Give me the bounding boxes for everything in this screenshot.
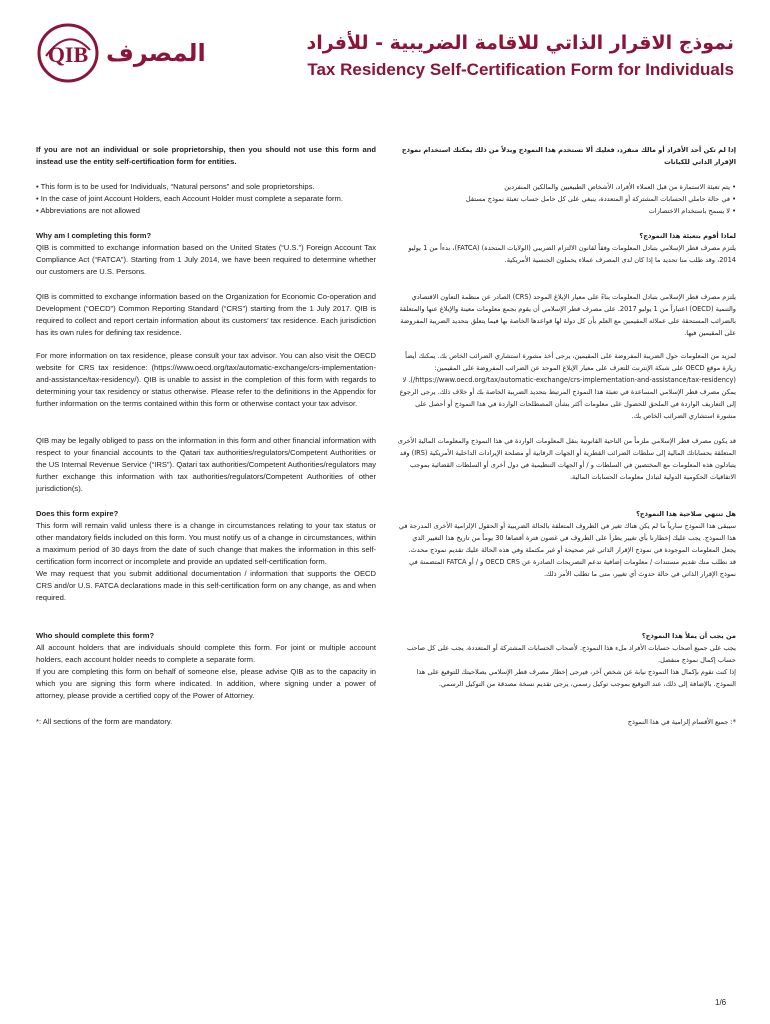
ar-bullet: • لا يسمح باستخدام الاختصارات — [648, 207, 736, 215]
en-bullet-list — [36, 181, 376, 217]
qib-logo-mark-icon — [36, 22, 100, 84]
en-bullet: • This form is to be used for Individuals, “Natural persons” and sole proprietorships. — [36, 182, 315, 191]
en-why-p1: QIB is committed to exchange information based on the United States (“U.S.”) Foreign Account Tax Compliance Act (“FATCA”). Starting from 1 July 2014, we have been required to determine whether our customers are U.S. Persons. — [36, 243, 376, 276]
ar-mandatory-note: *: جميع الأقسام إلزامية في هذا النموذج — [627, 718, 736, 726]
title-arabic: نموذج الاقرار الذاتي للاقامة الضريبية - للأفراد — [306, 32, 734, 54]
en-expire-p2: We may request that you submit additional documentation / information that supports the OECD CRS and/or U.S. FATCA declarations made in this self-certification form on any change, as and when required. — [36, 569, 376, 602]
ar-bullet: • في حالة حاملي الحسابات المشتركة أو المتعددة، ينبغي على كل حامل حساب تعبئة نموذج مستقل — [465, 195, 736, 203]
en-why-p2: QIB is committed to exchange information based on the Organization for Economic Co-operation and Development (“OECD”) Common Reporting Standard (“CRS”) starting from the 1 July 2017. QIB is required to collect and report certain information about its customers’ tax residence. Each jurisdiction has its own rules for defining tax residence. — [36, 292, 376, 337]
ar-who-heading: من يجب أن يملأ هذا النموذج؟ — [641, 632, 736, 640]
en-expire-heading: Does this form expire? — [36, 509, 119, 518]
logo-arabic-text: المصرف — [106, 39, 206, 67]
ar-intro: إذا لم تكن أحد الأفراد أو مالك منفرد، فعليك ألا تستخدم هذا النموذج وبدلاً من ذلك يمكنك استخدام نموذج الإقرار الذاتي للكيانات — [401, 146, 736, 166]
ar-expire-p1: سيبقى هذا النموذج سارياً ما لم يكن هناك تغير في الظروف المتعلقة بالحالة الضريبية أو الحقول الإلزامية الأخرى المدرجة في هذا النموذج. يجب عليك إخطارنا بأي تغيير يطرأ على الظروف في غضون فترة أقصاها 30 يوماً من تاريخ هذا التغيير الذي يجعل المعلومات الموجودة في نموذج الإقرار الذاتي غير صحيحة أو غير مكتملة وفي هذه الحالة عليك تقديم نموذج محدث. — [398, 522, 736, 554]
ar-expire-heading: هل تنتهي صلاحية هذا النموذج؟ — [636, 510, 736, 518]
en-expire-p1: This form will remain valid unless there is a change in circumstances relating to your tax status or other mandatory fields included on this form. You must notify us of a change in circumstances, within a maximum period of 30 days from the date of such change that makes the information in this self-certification form incorrect or incomplete and provide an updated self-certification form. — [36, 521, 376, 566]
en-bullet: • In the case of joint Account Holders, each Account Holder must complete a separate form. — [36, 194, 343, 203]
qib-logo — [36, 22, 206, 84]
ar-who-p2: إذا كنت تقوم بإكمال هذا النموذج نيابة عن شخص آخر، فيرجى إخطار مصرف قطر الإسلامي بصلاحيتك للتوقيع على هذا النموذج. بالإضافة إلى ذلك، عند التوقيع بموجب توكيل رسمي، يرجى تقديم نسخة مصدقة من التوكيل الرسمي. — [416, 668, 736, 688]
en-who-p1: All account holders that are individuals should complete this form. For joint or multiple account holders, each account holder needs to complete a separate form. — [36, 643, 376, 664]
en-why-p3: For more information on tax residence, please consult your tax advisor. You can also visit the OECD website for CRS tax residence: (https://www.oecd.org/tax/automatic-exchange/crs-implementation-and-assistance/tax-residency/). QIB is unable to assist in the completion of this form with regards to determining your tax residency or status otherwise. Please refer to the definitions in the Appendix for further information on the terms contained within this form or otherwise contact your tax advisor. — [36, 351, 376, 408]
en-why-p4: QIB may be legally obliged to pass on the information in this form and other financial information with respect to your financial accounts to the Qatari tax authorities/regulators/Competent Authorities or the US Internal Revenue Service (“IRS”). Qatari tax authorities/Competent Authorities/regulators may further exchange this information with tax authorities/regulators/Competent Authorities of other jurisdiction(s). — [36, 436, 376, 493]
ar-why-p4: قد يكون مصرف قطر الإسلامي ملزماً من الناحية القانونية بنقل المعلومات الواردة في هذا النموذج والمعلومات المالية الأخرى المتعلقة بحساباتك المالية إلى سلطات الضرائب القطرية أو الجهات الرقابية أو مصلحة الإيرادات الداخلية الأمريكية (IRS) وقد يتبادلون هذه المعلومات مع المختصين في السلطات و / أو الجهات التنظيمية في دول أخرى أو السلطات القضائية بموجب الاتفاقيات الحكومية الدولية لتبادل معلومات الحسابات المالية. — [397, 437, 736, 481]
en-why-heading: Why am I completing this form? — [36, 231, 152, 240]
ar-expire-p2: قد نطلب منك تقديم مستندات / معلومات إضافية تدعم التصريحات الصادرة عن OECD CRS و / أو FATCA المتضمنة في نموذج الإقرار الذاتي في حالة حدوث أي تغيير، متى ما تطلب الأمر ذلك. — [409, 558, 736, 578]
logo-mark-text: QIB — [47, 42, 89, 67]
en-intro: If you are not an individual or sole proprietorship, then you should not use this form and instead use the entity self-certification form for entities. — [36, 145, 376, 166]
en-who-p2: If you are completing this form on behalf of someone else, please advise QIB as to the capacity in which you are signing this form where indicated. In addition, where signing under a power of attorney, please provide a certified copy of the Power of Attorney. — [36, 667, 376, 700]
en-who-heading: Who should complete this form? — [36, 631, 155, 640]
ar-why-p1: يلتزم مصرف قطر الإسلامي بتبادل المعلومات وفقاً لقانون الالتزام الضريبي (الولايات المتحدة) (FATCA)، بدءاً من 1 يوليو 2014، وقد طلب منا تحديد ما إذا كان لدى المصرف عملاء يحملون الجنسية الأمريكية. — [408, 244, 736, 264]
en-bullet: • Abbreviations are not allowed — [36, 206, 140, 215]
ar-why-p3: لمزيد من المعلومات حول الضريبة المفروضة على المقيمين، يرجى أخذ مشورة استشاري الضرائب الخاص بك. يمكنك أيضاً زيارة موقع OECD على شبكة الإنترنت للتعرف على معيار الإبلاغ الموحد عن الضرائب المفروضة على المقيمين: (https://www.oecd.org/tax/automatic-exchange/crs-implementation-and-assistance/tax-residency/). لا يمكن مصرف قطر الإسلامي المساعدة في تعبئة هذا النموذج المرتبط بتحديد الضريبة الخاصة بك أو خلاف ذلك. يرجى الرجوع إلى التعاريف الواردة في الملحق للحصول على معلومات أكثر بشأن المصطلحات الواردة في هذا النموذج أو أحصل على مشورة استشاري الضرائب الخاص بك. — [399, 352, 736, 420]
page-number: 1/6 — [715, 998, 727, 1007]
ar-why-p2: يلتزم مصرف قطر الإسلامي بتبادل المعلومات بناءً على معيار الإبلاغ الموحد (CRS) الصادر عن منظمة التعاون الاقتصادي والتنمية (OECD) اعتباراً من 1 يوليو 2017. على مصرف قطر الإسلامي أن يقوم بجمع معلومات معينة والإبلاغ عنها والمتعلقة بالضرائب المستحقة على عملائه المقيمين مع العلم بأن كل دولة لها قواعدها الخاصة بها فيما يتعلق بتحديد الضريبة المفروضة على المقيمين فيها. — [399, 293, 736, 337]
ar-bullet-list — [396, 181, 736, 217]
ar-who-p1: يجب على جميع أصحاب حسابات الأفراد ملء هذا النموذج. لأصحاب الحسابات المشتركة أو المتعددة، يجب على كل صاحب حساب إكمال نموذج منفصل. — [406, 644, 736, 664]
ar-why-heading: لماذا أقوم بتعبئة هذا النموذج؟ — [639, 232, 736, 240]
title-english: Tax Residency Self-Certification Form for Individuals — [307, 60, 734, 79]
ar-bullet: • يتم تعبئة الاستمارة من قبل العملاء الأفراد، الأشخاص الطبيعيين والمالكين المنفردين — [504, 183, 736, 191]
en-mandatory-note: *: All sections of the form are mandatory. — [36, 717, 173, 726]
